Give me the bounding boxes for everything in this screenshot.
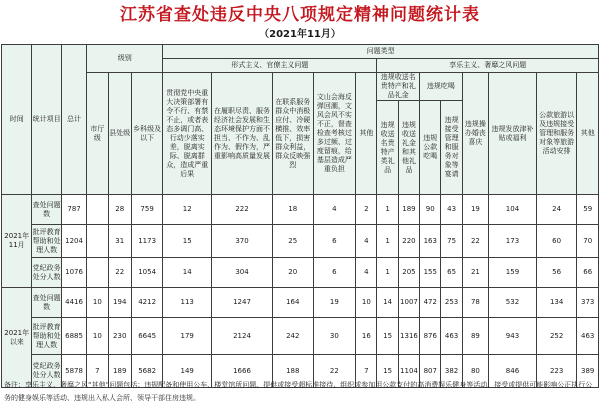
cell-h2b: 75: [441, 225, 462, 258]
cell-total: 1204: [61, 225, 86, 258]
cell-h2a: 90: [420, 195, 441, 225]
header-stat-item: 统计项目: [32, 45, 61, 195]
cell-total: 1076: [61, 258, 86, 288]
cell-h2b: 43: [441, 195, 462, 225]
cell-county: 230: [108, 318, 131, 355]
header-level-township: 乡科级及以下: [131, 73, 162, 195]
cell-h6: 66: [577, 258, 599, 288]
cell-h3: 19: [462, 195, 488, 225]
cell-h1b: 1104: [398, 355, 419, 388]
cell-h1a: 1: [377, 225, 398, 258]
cell-h3: 22: [462, 225, 488, 258]
cell-h6: 59: [577, 195, 599, 225]
cell-f3: 164: [272, 288, 313, 318]
cell-township: 6645: [131, 318, 162, 355]
cell-h2b: 253: [441, 288, 462, 318]
cell-h1b: 189: [398, 195, 419, 225]
header-gifts-specialty: 违规收送名贵特产类礼品: [377, 101, 398, 195]
header-gifts: 违规收送名贵特产和礼品礼金: [377, 73, 420, 101]
header-gifts-cash: 违规收送礼金和其他礼品: [398, 101, 419, 195]
cell-h6: 373: [577, 288, 599, 318]
cell-h5: 134: [536, 288, 577, 318]
cell-f1: 12: [163, 195, 212, 225]
cell-h5: 56: [536, 258, 577, 288]
cell-h5: 24: [536, 195, 577, 225]
header-hedonism: 享乐主义、奢靡之风问题: [377, 59, 599, 73]
row-label: 批评教育帮助和处理人数: [32, 318, 61, 355]
header-allowances: 违规发放津补贴或福利: [489, 73, 537, 195]
header-formalism-service: 在联系服务群众中消极应付、冷硬横推、效率低下，损害群众利益，群众反映强烈: [272, 73, 313, 195]
cell-f4: 19: [313, 288, 356, 318]
cell-city: [87, 195, 108, 225]
cell-township: 1173: [131, 225, 162, 258]
cell-h6: 463: [577, 318, 599, 355]
header-formalism-meetings: 文山会海反弹回潮，文风会风不实不正，督查检查考核过多过频、过度留痕，给基层造成严重负担: [313, 73, 356, 195]
cell-f2: 2124: [212, 318, 273, 355]
cell-h3: 21: [462, 258, 488, 288]
cell-h1a: 1: [377, 195, 398, 225]
cell-f1: 113: [163, 288, 212, 318]
cell-h3: 78: [462, 288, 488, 318]
cell-f1: 15: [163, 225, 212, 258]
cell-f4: 30: [313, 318, 356, 355]
cell-h4: 943: [489, 318, 537, 355]
cell-h3: 80: [462, 355, 488, 388]
cell-f4: 4: [313, 195, 356, 225]
cell-h4: 173: [489, 225, 537, 258]
cell-total: 4416: [61, 288, 86, 318]
cell-h4: 159: [489, 258, 537, 288]
header-level-city: 市厅级: [87, 73, 108, 195]
row-label: 查处问题数: [32, 195, 61, 225]
cell-city: [87, 258, 108, 288]
cell-county: 31: [108, 225, 131, 258]
cell-total: 6885: [61, 318, 86, 355]
table-row: [2, 225, 599, 258]
cell-township: 5682: [131, 355, 162, 388]
cell-h4: 532: [489, 288, 537, 318]
cell-f5: 2: [356, 195, 377, 225]
table-row: [2, 318, 599, 355]
row-label: 查处问题数: [32, 288, 61, 318]
header-hedonism-other: 其他: [577, 73, 599, 195]
cell-h5: 60: [536, 225, 577, 258]
cell-county: 189: [108, 355, 131, 388]
cell-f3: 188: [272, 355, 313, 388]
cell-h1a: 15: [377, 318, 398, 355]
cell-f5: 10: [356, 288, 377, 318]
cell-county: 22: [108, 258, 131, 288]
cell-f2: 1666: [212, 355, 273, 388]
cell-h4: 104: [489, 195, 537, 225]
cell-h2a: 876: [420, 318, 441, 355]
cell-h5: 252: [536, 318, 577, 355]
cell-h2a: 472: [420, 288, 441, 318]
cell-h1b: 1007: [398, 288, 419, 318]
cell-f4: 6: [313, 258, 356, 288]
header-weddings-funerals: 违规操办婚丧喜庆: [462, 73, 488, 195]
cell-city: 7: [87, 355, 108, 388]
cell-f2: 370: [212, 225, 273, 258]
cell-h1a: 14: [377, 288, 398, 318]
header-formalism-other: 其他: [356, 73, 377, 195]
cell-h2b: 463: [441, 318, 462, 355]
header-level-county: 县处级: [108, 73, 131, 195]
header-total: 总计: [61, 45, 86, 195]
cell-total: 5878: [61, 355, 86, 388]
cell-h5: 223: [536, 355, 577, 388]
cell-f1: 14: [163, 258, 212, 288]
cell-h1b: 220: [398, 225, 419, 258]
cell-h1b: 1316: [398, 318, 419, 355]
cell-h2a: 163: [420, 225, 441, 258]
header-formalism-duty: 在履职尽责、服务经济社会发展和生态环境保护方面不担当、不作为、乱作为、假作为，严重影响高质量发展: [212, 73, 273, 195]
cell-f3: 25: [272, 225, 313, 258]
cell-city: [87, 225, 108, 258]
period-cell: 2021年11月: [2, 195, 32, 288]
cell-f3: 242: [272, 318, 313, 355]
table-row: [2, 195, 599, 225]
table-row: [2, 258, 599, 288]
header-tourism: 公款旅游以及违规接受管理和服务对象等旅游活动安排: [536, 73, 577, 195]
header-time: 时间: [2, 45, 32, 195]
cell-city: 10: [87, 288, 108, 318]
row-label: 批评教育帮助和处理人数: [32, 225, 61, 258]
page-subtitle: （2021年11月）: [259, 29, 341, 40]
cell-township: 1054: [131, 258, 162, 288]
header-problem-type: 问题类型: [163, 45, 599, 59]
cell-f4: 6: [313, 225, 356, 258]
header-formalism: 形式主义、官僚主义问题: [163, 59, 377, 73]
row-label: 党纪政务处分人数: [32, 258, 61, 288]
header-dining-banquet: 违规接受管理和服务对象等宴请: [441, 101, 462, 195]
cell-f2: 222: [212, 195, 273, 225]
page-title: 江苏省查处违反中央八项规定精神问题统计表: [120, 5, 480, 25]
cell-h2a: 155: [420, 258, 441, 288]
period-cell: 2021年以来: [2, 288, 32, 388]
cell-f5: 7: [356, 355, 377, 388]
cell-total: 787: [61, 195, 86, 225]
cell-township: 759: [131, 195, 162, 225]
cell-f5: 4: [356, 225, 377, 258]
table-row: [2, 288, 599, 318]
cell-h3: 89: [462, 318, 488, 355]
header-dining: 违规吃喝: [420, 73, 463, 101]
cell-f2: 1247: [212, 288, 273, 318]
header-level: 级别: [87, 45, 163, 73]
cell-h1a: 15: [377, 355, 398, 388]
cell-county: 194: [108, 288, 131, 318]
cell-h2a: 807: [420, 355, 441, 388]
header-dining-public: 违规公款吃喝: [420, 101, 441, 195]
cell-f4: 22: [313, 355, 356, 388]
cell-city: 10: [87, 318, 108, 355]
cell-f3: 20: [272, 258, 313, 288]
cell-h4: 846: [489, 355, 537, 388]
footnote: 备注：享乐主义、奢靡之风“其他”问题包括：违规配备和使用公车、楼堂馆所问题、提供或接受超标准接待、组织或参加用公款支付的高消费娱乐健身等活动、接受或提供可能影响公正执行公务的健身娱乐等活动、违规出入私人会所、领导干部住房违规。: [4, 381, 593, 402]
row-label: 党纪政务处分人数: [32, 355, 61, 388]
cell-f1: 149: [163, 355, 212, 388]
cell-h1a: 1: [377, 258, 398, 288]
cell-f1: 179: [163, 318, 212, 355]
cell-f3: 18: [272, 195, 313, 225]
cell-h2b: 65: [441, 258, 462, 288]
cell-h6: 70: [577, 225, 599, 258]
header-formalism-decisions: 贯彻党中央重大决策部署有令不行、有禁不止，或者表态多调门高、行动少落实差，脱离实际、脱离群众，造成严重后果: [163, 73, 212, 195]
cell-h6: 389: [577, 355, 599, 388]
cell-township: 4212: [131, 288, 162, 318]
statistics-table: [1, 44, 599, 388]
cell-f5: 4: [356, 258, 377, 288]
cell-h1b: 205: [398, 258, 419, 288]
cell-county: 28: [108, 195, 131, 225]
cell-f2: 304: [212, 258, 273, 288]
cell-h2b: 382: [441, 355, 462, 388]
cell-f5: 16: [356, 318, 377, 355]
